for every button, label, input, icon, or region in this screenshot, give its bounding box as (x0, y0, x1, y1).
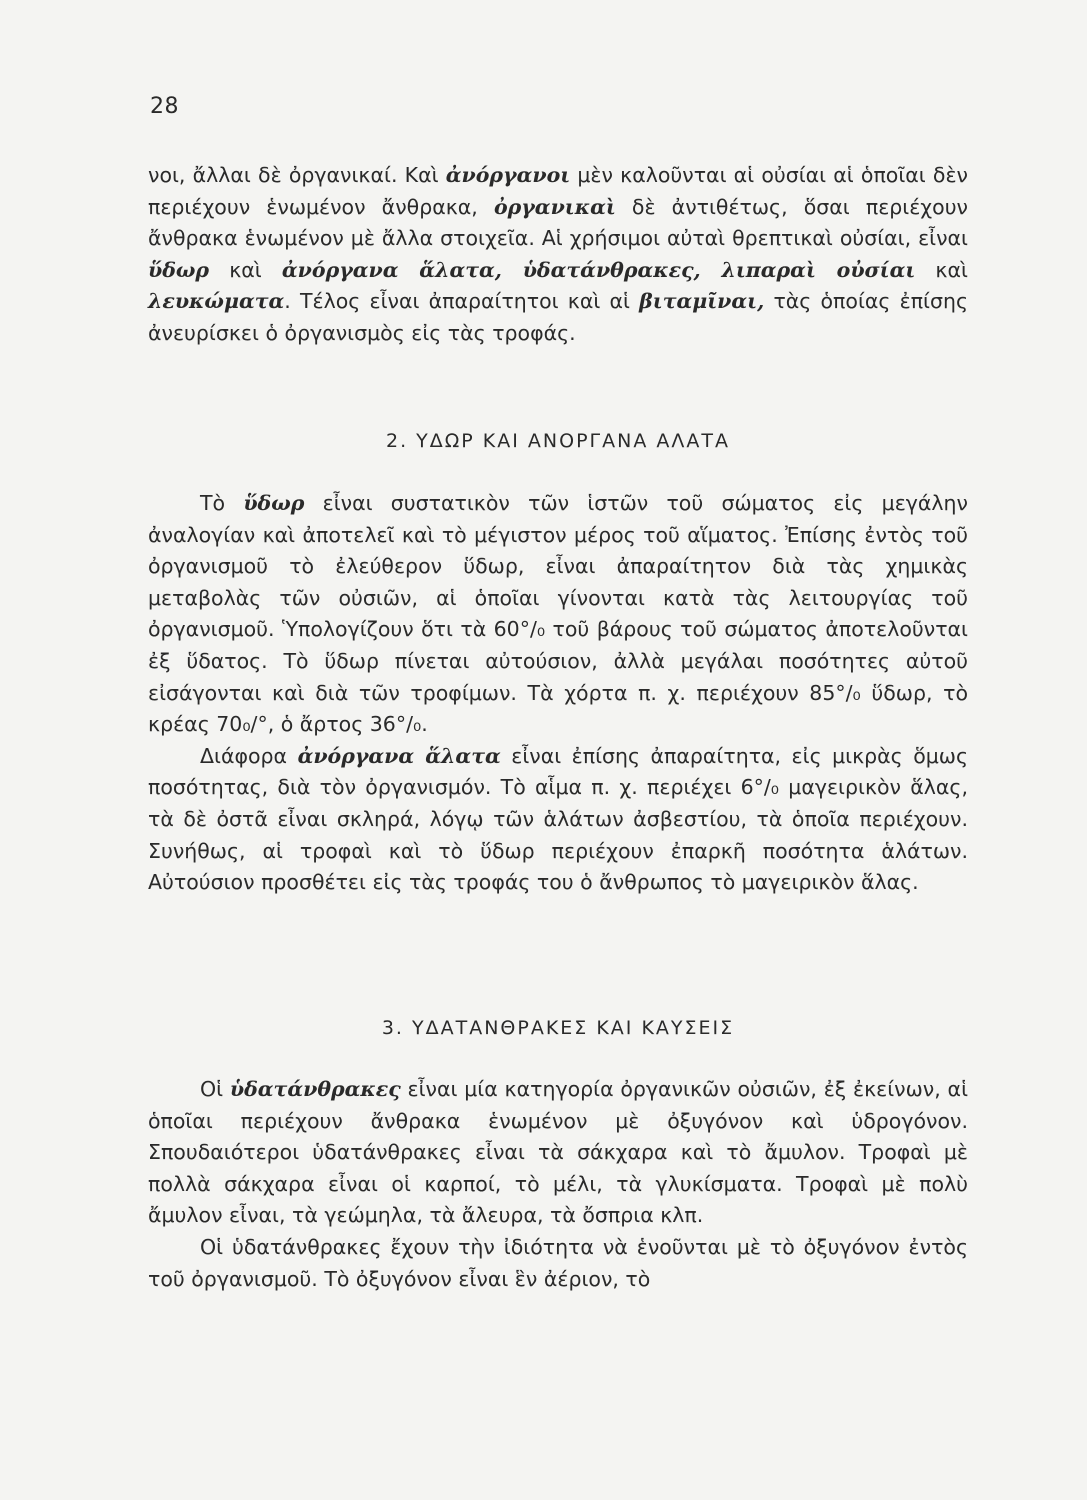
text: . Τέλος εἶναι ἀπαραίτητοι καὶ αἱ (284, 289, 640, 314)
text: Οἱ (200, 1077, 230, 1101)
emphasis-term: βιταμῖναι, (639, 289, 765, 314)
text: καὶ (915, 257, 968, 282)
text: εἶναι μία κατηγορία ὀργανικῶν οὐσιῶν, ἐξ ἐκείνων, αἱ ὁποῖαι περιέχουν ἄνθρακα ἑνωμένον μὲ ὀξυγόνον καὶ ὑδρογόνον. Σπουδαιότεροι ὑδατάνθρακες εἶναι τὰ σάκχαρα καὶ τὸ ἄμυλον. Τροφαὶ μὲ πολλὰ σάκχαρα εἶναι οἱ καρποί, τὸ μέλι, τὰ γλυκίσματα. Τροφαὶ μὲ πολὺ ἄμυλον εἶναι, τὰ γεώμηλα, τὰ ἄλευρα, τὰ ὄσπρια κλπ. (148, 1077, 969, 1228)
page-number: 28 (150, 94, 179, 119)
emphasis-term: ὕδωρ (243, 491, 305, 515)
emphasis-term: λευκώματα (148, 289, 285, 314)
text: δὲ ἀντιθέτως, ὅσαι περιέχουν ἄνθρακα ἑνωμένον μὲ ἄλλα στοιχεῖα. Αἱ χρήσιμοι αὐταὶ θρεπτικαὶ οὐσίαι, εἶναι (148, 194, 969, 251)
emphasis-term: ἀνόργανα ἅλατα (297, 743, 501, 768)
emphasis-term: ἀνόργανα ἅλατα, ὑδατάνθρακες, λιπαραὶ οὐσίαι (281, 257, 916, 282)
text: καὶ (209, 257, 282, 282)
paragraph (148, 160, 968, 350)
text: νοι, ἄλλαι δὲ ὀργανικαί. Καὶ (148, 163, 446, 187)
text: εἶναι ἐπίσης ἀπαραίτητα, εἰς μικρὰς ὅμως ποσότητας, διὰ τὸν ὀργανισμόν. Τὸ αἷμα π. χ. περιέχει 6°/₀ μαγειρικὸν ἅλας, τὰ δὲ ὀστᾶ εἶναι σκληρά, λόγῳ τῶν ἁλάτων ἀσβεστίου, τὰ ὁποῖα περιέχουν. Συνήθως, αἱ τροφαὶ καὶ τὸ ὕδωρ περιέχουν ἐπαρκῆ ποσότητα ἁλάτων. Αὐτούσιον προσθέτει εἰς τὰς τροφάς του ὁ ἄνθρωπος τὸ μαγειρικὸν ἅλας. (148, 743, 968, 895)
section-3-text (148, 1074, 968, 1295)
paragraph (148, 488, 968, 741)
emphasis-term: ὕδωρ (148, 257, 210, 282)
emphasis-term: ὀργανικαὶ (493, 194, 616, 219)
paragraph (148, 741, 968, 899)
emphasis-term: ἀνόργανοι (445, 163, 571, 187)
emphasis-term: ὑδατάνθρακες (229, 1077, 401, 1101)
text: μὲν καλοῦνται αἱ οὐσίαι αἱ ὁποῖαι δὲν περιέχουν ἑνωμένον ἄνθρακα, (148, 163, 968, 219)
paragraph (148, 1074, 968, 1232)
text: τὰς ὁποίας ἐπίσης ἀνευρίσκει ὁ ὀργανισμὸς εἰς τὰς τροφάς. (148, 289, 968, 345)
section-3-heading: 3. ΥΔΑΤΑΝΘΡΑΚΕΣ ΚΑΙ ΚΑΥΣΕΙΣ (381, 1017, 735, 1039)
paragraph: Οἱ ὑδατάνθρακες ἔχουν τὴν ἰδιότητα νὰ ἑνοῦνται μὲ τὸ ὀξυγόνον ἐντὸς τοῦ ὀργανισμοῦ. Τὸ ὀξυγόνον εἶναι ἓν ἀέριον, τὸ (148, 1234, 968, 1291)
section-2-text (148, 488, 968, 899)
text: Τὸ (200, 491, 244, 515)
section-2-heading: 2. ΥΔΩΡ ΚΑΙ ΑΝΟΡΓΑΝΑ ΑΛΑΤΑ (386, 430, 730, 452)
text: εἶναι συστατικὸν τῶν ἱστῶν τοῦ σώματος εἰς μεγάλην ἀναλογίαν καὶ ἀποτελεῖ καὶ τὸ μέγιστον μέρος τοῦ αἵματος. Ἐπίσης ἐντὸς τοῦ ὀργανισμοῦ τὸ ἐλεύθερον ὕδωρ, εἶναι ἀπαραίτητον διὰ τὰς χημικὰς μεταβολὰς τῶν οὐσιῶν, αἱ ὁποῖαι γίνονται κατὰ τὰς λειτουργίας τοῦ ὀργανισμοῦ. Ὑπολογίζουν ὅτι τὰ 60°/₀ τοῦ βάρους τοῦ σώματος ἀποτελοῦνται ἐξ ὕδατος. Τὸ ὕδωρ πίνεται αὐτούσιον, ἀλλὰ μεγάλαι ποσότητες αὐτοῦ εἰσάγονται καὶ διὰ τῶν τροφίμων. Τὰ χόρτα π. χ. περιέχουν 85°/₀ ὕδωρ, τὸ κρέας 70₀/°, ὁ ἄρτος 36°/₀. (148, 491, 968, 737)
section-1-text (148, 160, 968, 350)
text: Διάφορα (200, 743, 298, 768)
